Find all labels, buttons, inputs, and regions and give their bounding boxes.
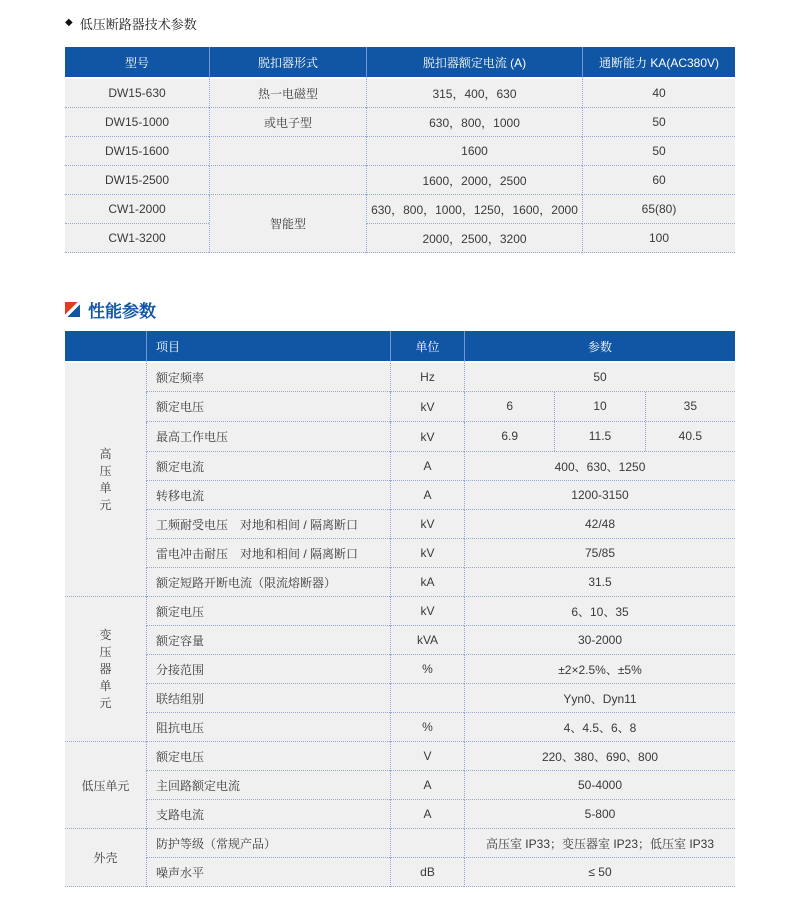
cell-item: 雷电冲击耐压 对地和相间 / 隔离断口 xyxy=(146,539,390,568)
cell-param-split xyxy=(464,392,735,422)
cell-item: 额定电流 xyxy=(146,452,390,481)
cell-unit xyxy=(390,829,464,858)
cell-unit: kV xyxy=(390,510,464,539)
diamond-bullet-icon: ◆ xyxy=(65,17,73,28)
column-header-current: 脱扣器额定电流 (A) xyxy=(366,47,582,79)
sub-param: 11.5 xyxy=(554,422,644,451)
table-row xyxy=(65,858,735,887)
cell-current: 2000，2500，3200 xyxy=(366,224,582,253)
cell-param: 31.5 xyxy=(464,568,735,597)
cell-unit: kV xyxy=(390,539,464,568)
table-row xyxy=(65,452,735,481)
cell-unit: A xyxy=(390,800,464,829)
cell-unit: % xyxy=(390,713,464,742)
group-label-enclosure: 外壳 xyxy=(65,829,146,887)
cell-breaking: 40 xyxy=(582,79,735,108)
cell-current: 1600，2000，2500 xyxy=(366,166,582,195)
cell-param: 6、10、35 xyxy=(464,597,735,626)
cell-param: 42/48 xyxy=(464,510,735,539)
cell-item: 阻抗电压 xyxy=(146,713,390,742)
cell-model: DW15-2500 xyxy=(65,166,209,195)
table-header-row xyxy=(65,331,735,363)
cell-unit: kV xyxy=(390,392,464,422)
table-row xyxy=(65,224,735,253)
cell-param: ±2×2.5%、±5% xyxy=(464,655,735,684)
param-subcells xyxy=(465,392,735,421)
table-row xyxy=(65,79,735,108)
cell-trip: 热一电磁型 xyxy=(209,79,366,108)
cell-model: DW15-1000 xyxy=(65,108,209,137)
table-row xyxy=(65,363,735,392)
table-header-row xyxy=(65,47,735,79)
cell-model: CW1-2000 xyxy=(65,195,209,224)
column-header-model: 型号 xyxy=(65,47,209,79)
sub-param: 10 xyxy=(554,392,644,421)
table-row xyxy=(65,195,735,224)
cell-trip: 或电子型 xyxy=(209,108,366,137)
cell-param-split xyxy=(464,422,735,452)
column-header-group xyxy=(65,331,146,363)
cell-model: CW1-3200 xyxy=(65,224,209,253)
cell-param: 30-2000 xyxy=(464,626,735,655)
cell-item: 额定短路开断电流（限流熔断器） xyxy=(146,568,390,597)
cell-unit: A xyxy=(390,452,464,481)
table-row xyxy=(65,166,735,195)
cell-item: 分接范围 xyxy=(146,655,390,684)
cell-breaking: 100 xyxy=(582,224,735,253)
cell-item: 额定电压 xyxy=(146,597,390,626)
cell-item: 额定频率 xyxy=(146,363,390,392)
cell-item: 工频耐受电压 对地和相间 / 隔离断口 xyxy=(146,510,390,539)
cell-current: 315，400，630 xyxy=(366,79,582,108)
cell-item: 支路电流 xyxy=(146,800,390,829)
cell-unit: Hz xyxy=(390,363,464,392)
cell-item: 防护等级（常规产品） xyxy=(146,829,390,858)
table-row xyxy=(65,108,735,137)
cell-unit xyxy=(390,684,464,713)
cell-item: 联结组别 xyxy=(146,684,390,713)
section2-title-text: 性能参数 xyxy=(88,301,156,321)
cell-current: 630，800，1000 xyxy=(366,108,582,137)
cell-param: 50-4000 xyxy=(464,771,735,800)
sub-param: 35 xyxy=(645,392,735,421)
column-header-item: 项目 xyxy=(146,331,390,363)
table-row xyxy=(65,539,735,568)
column-header-unit: 单位 xyxy=(390,331,464,363)
cell-trip xyxy=(209,166,366,195)
table-row xyxy=(65,481,735,510)
red-blue-split-icon xyxy=(65,302,80,317)
cell-item: 最高工作电压 xyxy=(146,422,390,452)
cell-param: 75/85 xyxy=(464,539,735,568)
cell-item: 额定容量 xyxy=(146,626,390,655)
cell-item: 额定电压 xyxy=(146,392,390,422)
column-header-param: 参数 xyxy=(464,331,735,363)
group-label-hv-unit xyxy=(65,363,146,597)
breaker-params-table xyxy=(65,47,735,253)
cell-unit: A xyxy=(390,481,464,510)
group-label-text: 变压器单元 xyxy=(99,627,112,710)
table-row xyxy=(65,568,735,597)
cell-breaking: 50 xyxy=(582,137,735,166)
cell-param: 220、380、690、800 xyxy=(464,742,735,771)
cell-model: DW15-1600 xyxy=(65,137,209,166)
cell-breaking: 65(80) xyxy=(582,195,735,224)
table-row xyxy=(65,655,735,684)
table-row xyxy=(65,597,735,626)
cell-param: 5-800 xyxy=(464,800,735,829)
cell-param: ≤ 50 xyxy=(464,858,735,887)
cell-breaking: 50 xyxy=(582,108,735,137)
group-label-transformer-unit xyxy=(65,597,146,742)
cell-unit: A xyxy=(390,771,464,800)
group-label-lv-unit: 低压单元 xyxy=(65,742,146,829)
group-label-text: 高压单元 xyxy=(99,446,112,512)
cell-unit: kA xyxy=(390,568,464,597)
cell-unit: V xyxy=(390,742,464,771)
cell-item: 额定电压 xyxy=(146,742,390,771)
table-row xyxy=(65,742,735,771)
cell-param: 400、630、1250 xyxy=(464,452,735,481)
column-header-breaking: 通断能力 KA(AC380V) xyxy=(582,47,735,79)
cell-unit: % xyxy=(390,655,464,684)
section1-title xyxy=(65,14,735,32)
cell-current: 630，800，1000，1250，1600，2000 xyxy=(366,195,582,224)
param-subcells xyxy=(465,422,735,451)
sub-param: 6 xyxy=(506,399,513,413)
sub-param: 40.5 xyxy=(645,422,735,451)
cell-trip xyxy=(209,137,366,166)
table-row xyxy=(65,510,735,539)
performance-params-table xyxy=(65,331,735,887)
table-row xyxy=(65,829,735,858)
cell-item: 噪声水平 xyxy=(146,858,390,887)
cell-model: DW15-630 xyxy=(65,79,209,108)
cell-param: 4、4.5、6、8 xyxy=(464,713,735,742)
cell-param: Yyn0、Dyn11 xyxy=(464,684,735,713)
table-row xyxy=(65,137,735,166)
table-row xyxy=(65,626,735,655)
cell-param: 高压室 IP33；变压器室 IP23；低压室 IP33 xyxy=(464,829,735,858)
section2-title xyxy=(65,298,735,320)
cell-current: 1600 xyxy=(366,137,582,166)
cell-trip-merged: 智能型 xyxy=(209,195,366,253)
cell-unit: kV xyxy=(390,597,464,626)
cell-breaking: 60 xyxy=(582,166,735,195)
section1-title-text: 低压断路器技术参数 xyxy=(79,16,197,32)
column-header-trip: 脱扣器形式 xyxy=(209,47,366,79)
cell-param: 50 xyxy=(464,363,735,392)
cell-param: 1200-3150 xyxy=(464,481,735,510)
table-row xyxy=(65,713,735,742)
cell-unit: kVA xyxy=(390,626,464,655)
sub-param: 6.9 xyxy=(501,429,518,443)
table-row xyxy=(65,684,735,713)
table-row xyxy=(65,800,735,829)
cell-unit: dB xyxy=(390,858,464,887)
cell-unit: kV xyxy=(390,422,464,452)
table-row xyxy=(65,422,735,452)
table-row xyxy=(65,392,735,422)
cell-item: 转移电流 xyxy=(146,481,390,510)
cell-item: 主回路额定电流 xyxy=(146,771,390,800)
table-row xyxy=(65,771,735,800)
